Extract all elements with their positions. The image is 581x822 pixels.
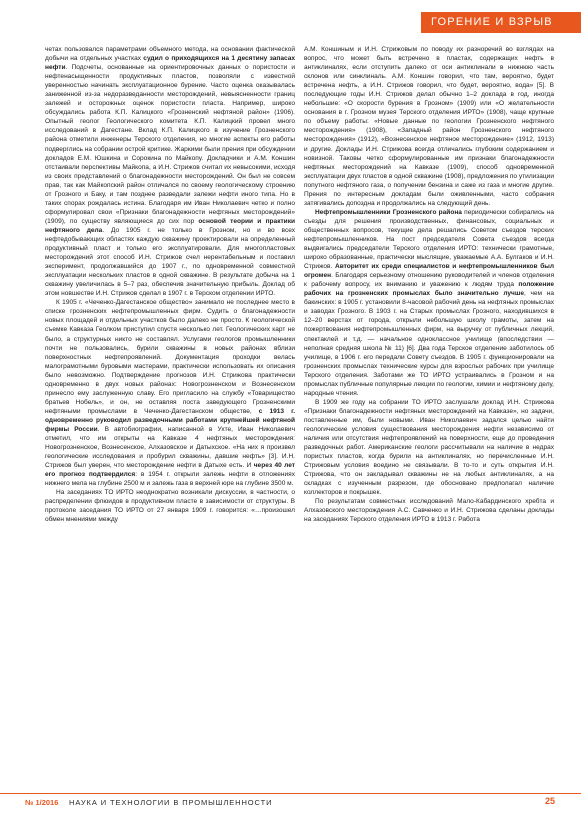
footer-divider: [0, 793, 581, 794]
issue-number: № 1/2016: [25, 798, 59, 807]
left-paragraph-1: [45, 45, 295, 298]
text-run: В 1909 же году на собрании ТО ИРТО заслушали доклад И.Н. Стрижова «Признаки благонадежности нефтяных месторождений на Кавказе», но задачи, поставленные им, были новыми. Иван Николаевич задался целью найти геологические условия существования месторождения нефти независимо от наличия или отсутствия нефтепроявлений на поверхности, еще до проведения разведочных работ. Американские геологи рассчитывали на наличие в недрах пористых пластов, когда бурили на антиклиналях, но перечисленные И.Н. Стрижовым условия воедино не связывали. В то-то и суть открытия И.Н. Стрижова, что он закладывал скважины не на любых антиклиналях, а на складках с изученным разрезом, где обосновано предполагал наличие коллекторов и покрышек.: [304, 398, 554, 497]
bold-text-run: с 1913 г. одновременно руководил разведочными работами крупнейшей нефтяной фирмы России: [45, 407, 296, 433]
text-run: По результатам совместных исследований Мало-Кабардинского хребта и Алхазовского месторождения А.С. Савченко и И.Н. Стрижова сделаны доклады на заседаниях Терского отделения ИРТО в 1913 г. Работа: [304, 498, 554, 524]
bold-text-run: Нефтепромышленники Грозненского района: [315, 208, 462, 216]
bold-text-run: положение рабочих на грозненских промыслах было значительно лучше: [304, 281, 554, 298]
right-paragraph-1: [304, 45, 554, 208]
bold-text-run: через 40 лет его прогноз подтвердился: [45, 462, 296, 479]
right-paragraph-4: [304, 497, 554, 524]
bold-text-run: основой теории и практики нефтяного дела: [45, 217, 296, 234]
page-number: 25: [545, 796, 556, 806]
page-footer: [0, 796, 581, 810]
text-run: . В автобиографии, написанной в Ухте, Иван Николаевич отметил, что им открыты на Кавказе 4 нефтяных месторождения: Новогрозненское, Вознесенское, Алхазовское и Датыхское. «На них я произвел геологические исследования и пробурил скважины, давшие нефть» [3]. И.Н. Стрижов был уверен, что месторождение нефти в Датыхе есть. И: [45, 425, 295, 470]
bold-text-run: судил о приходящихся на 1 десятину запасах нефти: [45, 55, 295, 72]
text-run: . До 1905 г. не только в Грозном, но и во всех нефтедобывающих областях каждую скважину проектировали на определенный продуктивный пласт и только его эксплуатировали. Для многопластовых месторождений этот способ И.Н. Стрижов счел нерентабельным и поставил эксперимент, продолжавшийся до 1907 г., по одновременной совместной эксплуатации нескольких пластов в одной скважине. В результате добыча на 1 скважину увеличилась в 5–7 раз, обеспечив значительную прибыль. Доклад об этом новшестве И.Н. Стрижов сделал в 1907 г. в Терском отделении ИРТО.: [45, 226, 295, 298]
right-column: [304, 45, 554, 524]
page-header: [0, 0, 581, 40]
text-run: . Подсчеты, основанные на ориентировочных данных о пористости и нефтенасыщенности продуктивных пластов, позволяли с известной уверенностью начинать эксплуатационное бурение. Часто оценка оказывалась заниженной из-за недоразведанности месторождений, невыясненности границ залежей и осторожных оценок пористости пласта. Например, широко обсуждались работа К.П. Калицкого «Грозненский нефтяной район» (1906). Опытный геолог Геологического комитета К.П. Калицкий провел много исследований в Дагестане. Вклад К.П. Калицкого в изучение Грозненского района отметили инженеры Терского отделения, но многие аспекты его работы подверглись на собрании острой критике. Жаркими были прения при обсуждении докладов Е.М. Юшкина и Сорокина по Майкопу. Докладчики и А.М. Коншин отстаивали перспективы Майкопа, а И.Н. Стрижов считал их невысокими, исходя из своих представлений о благонадежности месторождений. Он был не совсем прав, так как Майкопский район отличался по своему геологическому строению от Грозного и Баку, и там позднее разведали залежи нефти иного типа. Но в таких спорах рождалась истина. Благодаря им Иван Николаевич четко и полно сформулировал свои «Признаки благонадежности нефтяных месторождений» (1909), по существу являющиеся до сих пор: [45, 64, 295, 225]
text-run: , чем на бакинских: в 1905 г. установили 8-часовой рабочий день на нефтяных промыслах и заводах Грозного. В 1903 г. на Старых промыслах Грозного, находившихся в 12–20 верстах от города, открыли небольшую школу грамоты, затем на пожертвования нефтепромышленных фирм, на выручку от публичных лекций, спектаклей и т.д. — начальное одноклассное училище (впоследствии — неполная средняя школа № 11) [6]. Два года Терское отделение заботилось об училище, в 1906 г. его передали Совету съездов. В 1905 г. функционировали на грозненских промыслах технические курсы для взрослых рабочих при училище Терского отделения. Заботами же ТО ИРТО устраивались в Грозном и на промыслах публичные популярные лекции по геологии, химии и нефтяному делу, народные чтения.: [304, 290, 554, 397]
text-run: К 1905 г. «Чеченко-Дагестанское общество» занимало не последнее место в списке грозненских нефтепромышленных фирм. Судить о благонадежности новых площадей и отдельных участков было далеко не просто. К геологической съемке Кавказа Геолком приступил спустя несколько лет. Геологических карт не было, а структурных никто не составлял. Услугами геологов промышленники почти не пользовались, бурили скважины в новых районах вблизи поверхностных нефтепроявлений. Документация проходки велась малограмотными буровыми мастерами, практически использовать их описания было невозможно. Подтверждение прогнозов И.Н. Стрижова практически одновременно в двух новых районах: Новогрозненском и Вознесенском принесло ему заслуженную славу. Его пригласило на службу «Товарищество братьев Нобель», и он, не оставляя поста заведующего Грозненскими нефтяными промыслами в Чеченко-Дагестанском обществе,: [45, 299, 295, 415]
bold-text-run: Авторитет их среди специалистов и нефтепромышленников был огромен: [304, 263, 554, 280]
text-run: : в 1954 г. открыли залежь нефти в отложениях нижнего мела на глубине 2500 м и залежь газа в верхней юре на глубине 3500 м.: [45, 471, 295, 488]
text-run: четах пользовался параметрами объемного метода, на основании фактической добычи на отдельных участках: [45, 46, 295, 63]
text-run: На заседаниях ТО ИРТО неоднократно возникали дискуссии, в частности, о распределении флюидов в продуктивном пласте в зависимости от структуры. В протоколе заседания ТО ИРТО от 27 января 1909 г. говорится: «…произошел обмен мнениями между: [45, 489, 295, 524]
left-paragraph-2: [45, 298, 295, 488]
right-paragraph-3: [304, 398, 554, 498]
section-title: ГОРЕНИЕ И ВЗРЫВ: [421, 12, 581, 33]
text-run: периодически собирались на съезды для решения производственных, финансовых, социальных и общественных вопросов, текущие дела решались Советом съездов терских нефтепромышленников. На пост председателя Совета съездов всегда выдвигались председатели Терского отделения ИРТО: технически грамотные, широко образованные, практически мыслящие, уважаемые А.А. Булгаков и И.Н. Стрижов.: [304, 208, 554, 271]
text-run: А.М. Коншиным и И.Н. Стрижовым по поводу их разноречий во взглядах на вопрос, что может быть встречено в пластах, содержащих нефть в антиклиналях, если отступить далеко от оси антиклинали в нижнюю часть склонов или синклиналь. А.М. Коншин говорил, что там, вероятно, будет встречена нефть, а И.Н. Стрижов говорил, что будет, вероятно, вода» [5]. В последующие годы И.Н. Стрижов делал обычно 1–2 доклада в год, иногда небольшие: «О скорости бурения в Грозном» (1909) или «О желательности основания в г. Грозном музея Терского отделения ИРТО» (1908), чаще крупные по объему работы: «Новые данные по геологии Грозненского нефтяного месторождения» (1908), «Западный район Грозненского нефтяного месторождения» (1912), «Вознесенское нефтяное месторождение» (1912, 1913) и другие. Доклады И.Н. Стрижова всегда отличались глубоким содержанием и новизной. Таковы четко сформулированные им признаки благонадежности нефтяных месторождений на Кавказе (1909), способ одновременной эксплуатации двух пластов в одной скважине (1908), предложения по утилизации попутного нефтяного газа, о получении бензина и саже из газа и многие другие. Прения по интересным докладам были оживленными, часто собрания затягивались допоздна и продолжались на следующий день.: [304, 46, 554, 207]
right-paragraph-2: [304, 208, 554, 398]
text-run: . Благодаря серьезному отношению руководителей и членов отделения к рабочему вопросу, их вниманию и уважению к людям труда: [304, 272, 554, 289]
journal-title: НАУКА И ТЕХНОЛОГИИ В ПРОМЫШЛЕННОСТИ: [69, 798, 273, 807]
left-paragraph-3: [45, 488, 295, 524]
left-column: [45, 45, 295, 524]
